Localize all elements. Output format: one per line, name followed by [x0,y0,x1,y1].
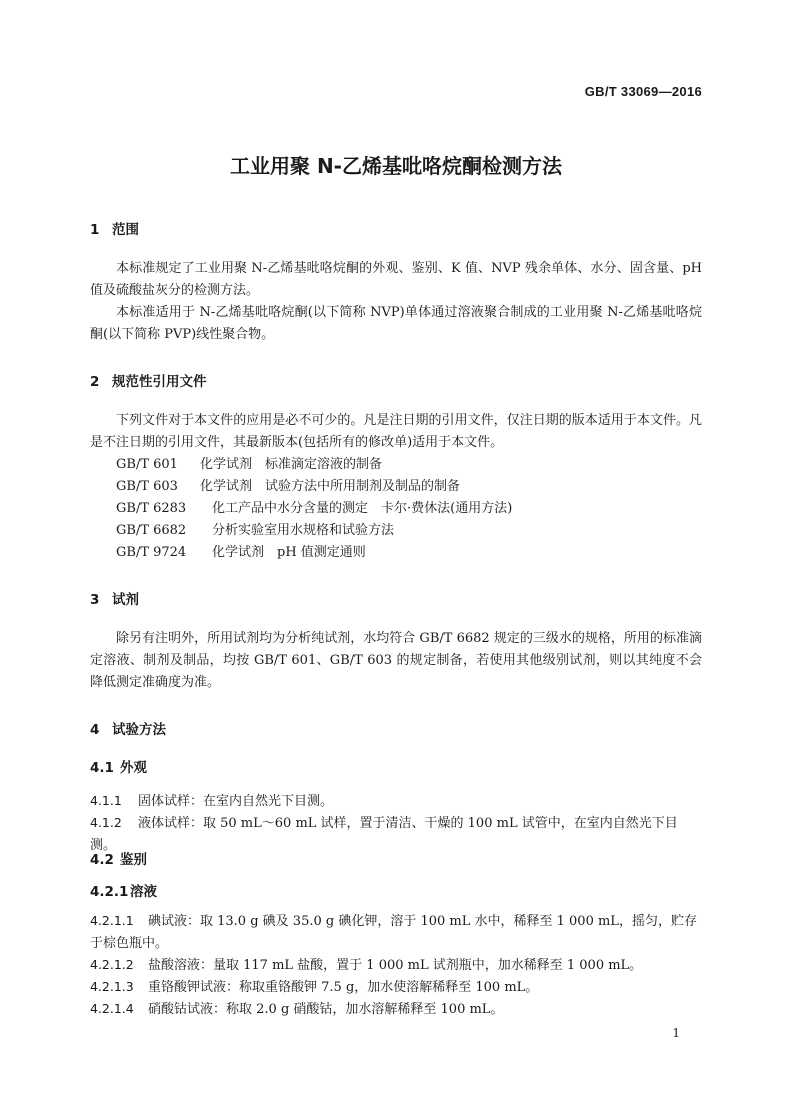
reference-title: 化学试剂 pH 值测定通则 [212,545,366,560]
reference-code: GB/T 6682 [116,523,187,538]
item-4-2-1-3 [90,976,702,999]
section-1-paragraph-2: 本标准适用于 N-乙烯基吡咯烷酮(以下简称 NVP)单体通过溶液聚合制成的工业用聚 N-乙烯基吡咯烷酮(以下简称 PVP)线性聚合物。 [90,305,702,342]
section-number: 1 [90,222,100,238]
reference-item [116,454,382,476]
section-title: 规范性引用文件 [112,374,207,390]
section-title: 溶液 [130,884,157,900]
reference-title: 化工产品中水分含量的测定 卡尔·费休法(通用方法) [212,501,513,516]
section-title: 鉴别 [120,852,147,868]
section-number: 4 [90,722,100,738]
section-title: 外观 [120,760,147,776]
section-1-paragraph-1: 本标准规定了工业用聚 N-乙烯基吡咯烷酮的外观、鉴别、K 值、NVP 残余单体、水分、固含量、pH 值及硫酸盐灰分的检测方法。 [90,261,702,298]
item-text: 固体试样：在室内自然光下目测。 [138,794,334,809]
section-number: 4.2.1 [90,884,129,900]
standard-code: GB/T 33069—2016 [584,84,702,99]
section-1-heading [90,218,139,238]
document-title: 工业用聚 N-乙烯基吡咯烷酮检测方法 [229,154,562,178]
item-text: 碘试液：取 13.0 g 碘及 35.0 g 碘化钾，溶于 100 mL 水中，稀释至 1 000 mL，摇匀，贮存于棕色瓶中。 [90,914,697,951]
reference-item [116,476,460,498]
reference-item [116,542,366,564]
item-number: 4.2.1.2 [90,957,134,972]
section-4-heading [90,718,166,738]
page-number: 1 [672,1026,680,1040]
item-number: 4.2.1.1 [90,913,134,928]
item-number: 4.2.1.4 [90,1001,134,1016]
section-title: 试验方法 [112,722,166,738]
reference-title: 化学试剂 试验方法中所用制剂及制品的制备 [200,479,461,494]
subsection-4-1-heading [90,756,147,776]
reference-code: GB/T 601 [116,457,178,472]
item-4-2-1-1 [90,910,702,955]
reference-item [116,498,512,520]
item-number: 4.1.1 [90,793,122,808]
section-2-heading [90,370,207,390]
section-3-paragraph-1: 除另有注明外，所用试剂均为分析纯试剂，水均符合 GB/T 6682 规定的三级水的规格，所用的标准滴定溶液、制剂及制品，均按 GB/T 601、GB/T 603 的规定制备，若使用其他级别试剂，则以其纯度不会降低测定准确度为准。 [90,631,702,690]
item-4-1-2 [90,812,702,857]
item-number: 4.2.1.3 [90,979,134,994]
item-text: 硝酸钴试液：称取 2.0 g 硝酸钴，加水溶解稀释至 100 mL。 [148,1002,504,1017]
section-title: 试剂 [112,592,139,608]
item-text: 盐酸溶液：量取 117 mL 盐酸，置于 1 000 mL 试剂瓶中，加水稀释至 1 000 mL。 [148,958,643,973]
reference-code: GB/T 9724 [116,545,187,560]
section-title: 范围 [112,222,139,238]
item-4-1-1 [90,790,702,813]
item-4-2-1-4 [90,998,702,1021]
reference-code: GB/T 603 [116,479,178,494]
reference-title: 化学试剂 标准滴定溶液的制备 [200,457,383,472]
item-text: 重铬酸钾试液：称取重铬酸钾 7.5 g，加水使溶解稀释至 100 mL。 [148,980,539,995]
item-text: 液体试样：取 50 mL～60 mL 试样，置于清洁、干燥的 100 mL 试管中，在室内自然光下目测。 [90,816,678,853]
reference-title: 分析实验室用水规格和试验方法 [212,523,395,538]
section-number: 4.2 [90,852,114,868]
subsection-4-2-heading [90,848,147,868]
item-4-2-1-2 [90,954,702,977]
reference-item [116,520,394,542]
reference-code: GB/T 6283 [116,501,187,516]
item-number: 4.1.2 [90,815,122,830]
section-3-heading [90,588,139,608]
section-number: 2 [90,374,100,390]
subsection-4-2-1-heading [90,880,157,900]
section-number: 3 [90,592,100,608]
section-number: 4.1 [90,760,114,776]
section-2-paragraph-1: 下列文件对于本文件的应用是必不可少的。凡是注日期的引用文件，仅注日期的版本适用于本文件。凡是不注日期的引用文件，其最新版本(包括所有的修改单)适用于本文件。 [90,413,702,450]
